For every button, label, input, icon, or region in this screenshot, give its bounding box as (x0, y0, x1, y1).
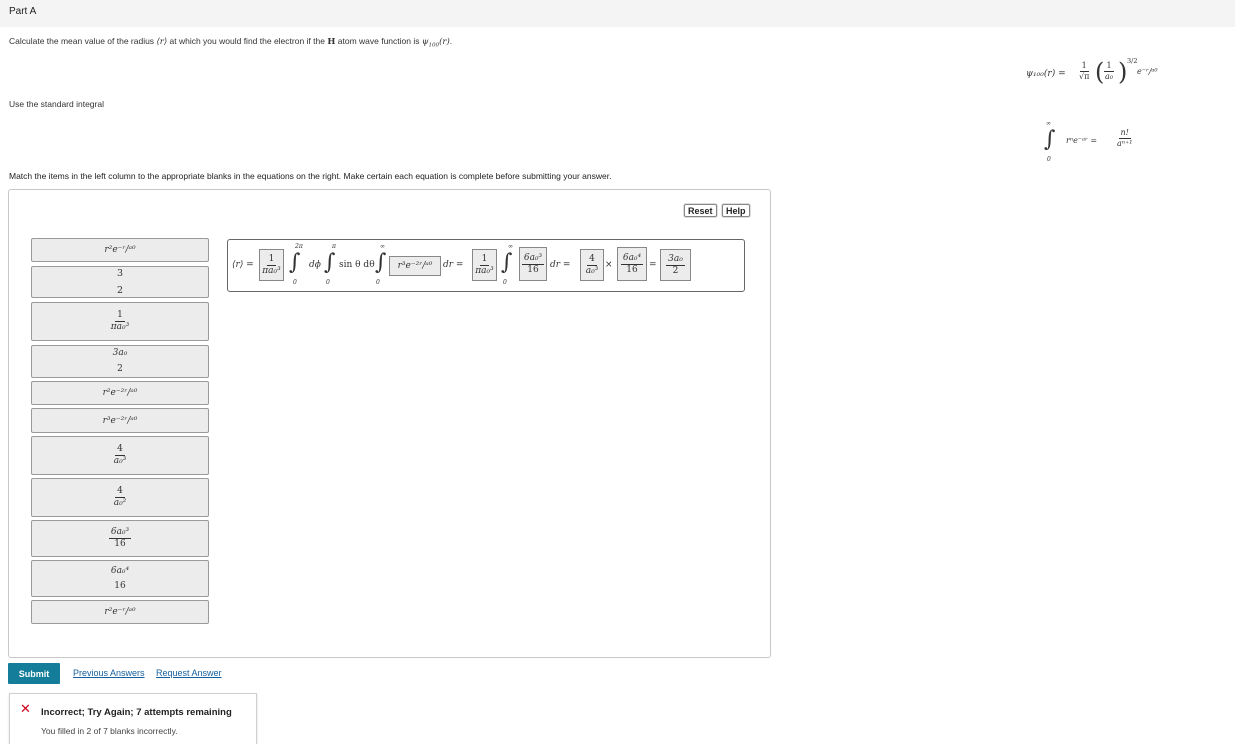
times-sign: × (605, 260, 613, 270)
integral-hint: Use the standard integral (9, 99, 104, 109)
int2-upper: π (332, 243, 336, 250)
int1-upper: 2π (295, 243, 303, 250)
int4-lower: 0 (503, 279, 507, 286)
std-upper: ∞ (1046, 120, 1051, 127)
tile-r3-exp-2r[interactable]: r³e⁻²ʳ/ᵃ⁰ (31, 408, 209, 433)
tile-three-halves[interactable]: 3 2 (31, 266, 209, 298)
blank-3[interactable]: $\frac{1}{\text{πa₀³}}$ (472, 249, 497, 281)
prompt-prefix: Calculate the mean value of the radius (9, 36, 155, 46)
std-lower: 0 (1047, 156, 1051, 163)
integral-theta: ∫ (324, 250, 336, 275)
part-header (0, 0, 1235, 27)
equals-sign: = (649, 260, 657, 270)
integral-r-final: ∫ (501, 250, 513, 275)
tile-r2-exp-r[interactable]: r²e⁻ʳ/ᵃ⁰ (31, 238, 209, 262)
blank-6[interactable]: $\frac{\text{6a₀⁴}}{16}$ (617, 247, 647, 281)
psi-exp-term: e⁻ʳ/ᵃ⁰ (1137, 67, 1158, 76)
reset-button[interactable]: Reset (684, 204, 717, 217)
part-title: Part A (9, 6, 37, 17)
int1-lower: 0 (293, 279, 297, 286)
integral-r: ∫ (375, 250, 387, 275)
close-paren: ) (1118, 58, 1128, 86)
blank-5[interactable]: $\frac{4}{\text{a₀³}}$ (580, 249, 604, 281)
prompt-suffix: atom wave function is (337, 36, 420, 46)
psi-lhs: ψ₁₀₀(r) = (1026, 69, 1066, 79)
feedback-panel (9, 693, 257, 744)
psi-inline: $\psi_{100}(r)$ (421, 37, 450, 49)
blank-2[interactable]: r³e⁻²ʳ/ᵃ⁰ (389, 256, 441, 276)
dr-equals-1: dr = (443, 260, 464, 270)
open-paren: ( (1095, 58, 1105, 86)
blank-4[interactable]: $\frac{\text{6a₀³}}{16}$ (519, 247, 547, 281)
int4-upper: ∞ (508, 243, 513, 250)
psi-coefficient: $\frac{1}{√\pi}$ (1079, 61, 1090, 81)
int2-lower: 0 (326, 279, 330, 286)
tile-six-a0-fourth-over-16[interactable]: 6a₀⁴ 16 (31, 560, 209, 597)
integral-phi: ∫ (289, 250, 301, 275)
tile-r2-exp-r-duplicate[interactable]: r²e⁻ʳ/ᵃ⁰ (31, 600, 209, 624)
incorrect-x-icon: ✕ (20, 702, 31, 717)
std-fraction: $\frac{n!}{\text{aⁿ⁺¹}}$ (1117, 128, 1133, 148)
submit-button[interactable]: Submit (8, 663, 60, 684)
standard-integral-formula (1042, 120, 1152, 164)
int3-upper: ∞ (380, 243, 385, 250)
psi-exponent: 3/2 (1127, 57, 1138, 65)
prompt-mid: at which you would find the electron if the (169, 36, 325, 46)
previous-answers-link[interactable]: Previous Answers (73, 668, 145, 678)
request-answer-link[interactable]: Request Answer (156, 668, 222, 678)
sin-theta-term: sin θ dθ (339, 260, 375, 270)
d-phi: dϕ (309, 260, 321, 270)
std-integrand: rⁿe⁻ᵃʳ = (1066, 136, 1098, 145)
blank-7[interactable]: $\frac{\text{3a₀}}{2}$ (660, 249, 691, 281)
blank-1[interactable]: $\frac{1}{\text{πa₀³}}$ (259, 249, 284, 281)
tile-r2-exp-2r[interactable]: r²e⁻²ʳ/ᵃ⁰ (31, 381, 209, 405)
feedback-text: You filled in 2 of 7 blanks incorrectly. (41, 726, 178, 736)
int3-lower: 0 (376, 279, 380, 286)
tile-four-over-a0-squared[interactable]: $\frac{4}{\text{a₀²}}$ (31, 478, 209, 517)
dr-equals-2: dr = (550, 260, 571, 270)
mean-r-symbol: ⟨r⟩ (156, 37, 168, 47)
tile-four-over-a0-cubed[interactable]: $\frac{4}{\text{a₀³}}$ (31, 436, 209, 475)
std-integral-sign: ∫ (1044, 127, 1056, 152)
wave-function-formula (1026, 58, 1176, 92)
help-button[interactable]: Help (722, 204, 750, 217)
tile-three-a0-halves[interactable]: 3a₀ 2 (31, 345, 209, 378)
tile-one-over-pi-a0-cubed[interactable]: $\frac{1}{\text{πa₀³}}$ (31, 302, 209, 341)
mean-r-lhs: ⟨r⟩ = (232, 260, 254, 270)
equation-box (227, 239, 745, 292)
feedback-title: Incorrect; Try Again; 7 attempts remaining (41, 707, 232, 718)
question-prompt: Calculate the mean value of the radius ⟨r⟩ at which you would find the electron if the H atom wave function is $\psi_{100}(r)$. (9, 36, 453, 49)
tile-six-a0-cubed-over-16[interactable]: $\frac{\text{6a₀³}}{16}$ (31, 520, 209, 557)
instructions: Match the items in the left column to the appropriate blanks in the equations on the right. Make certain each equation is complete before submitting your answer. (9, 171, 612, 181)
atom-symbol: H (327, 37, 336, 47)
psi-paren-fraction: $\frac{1}{\text{a₀}}$ (1105, 61, 1113, 81)
